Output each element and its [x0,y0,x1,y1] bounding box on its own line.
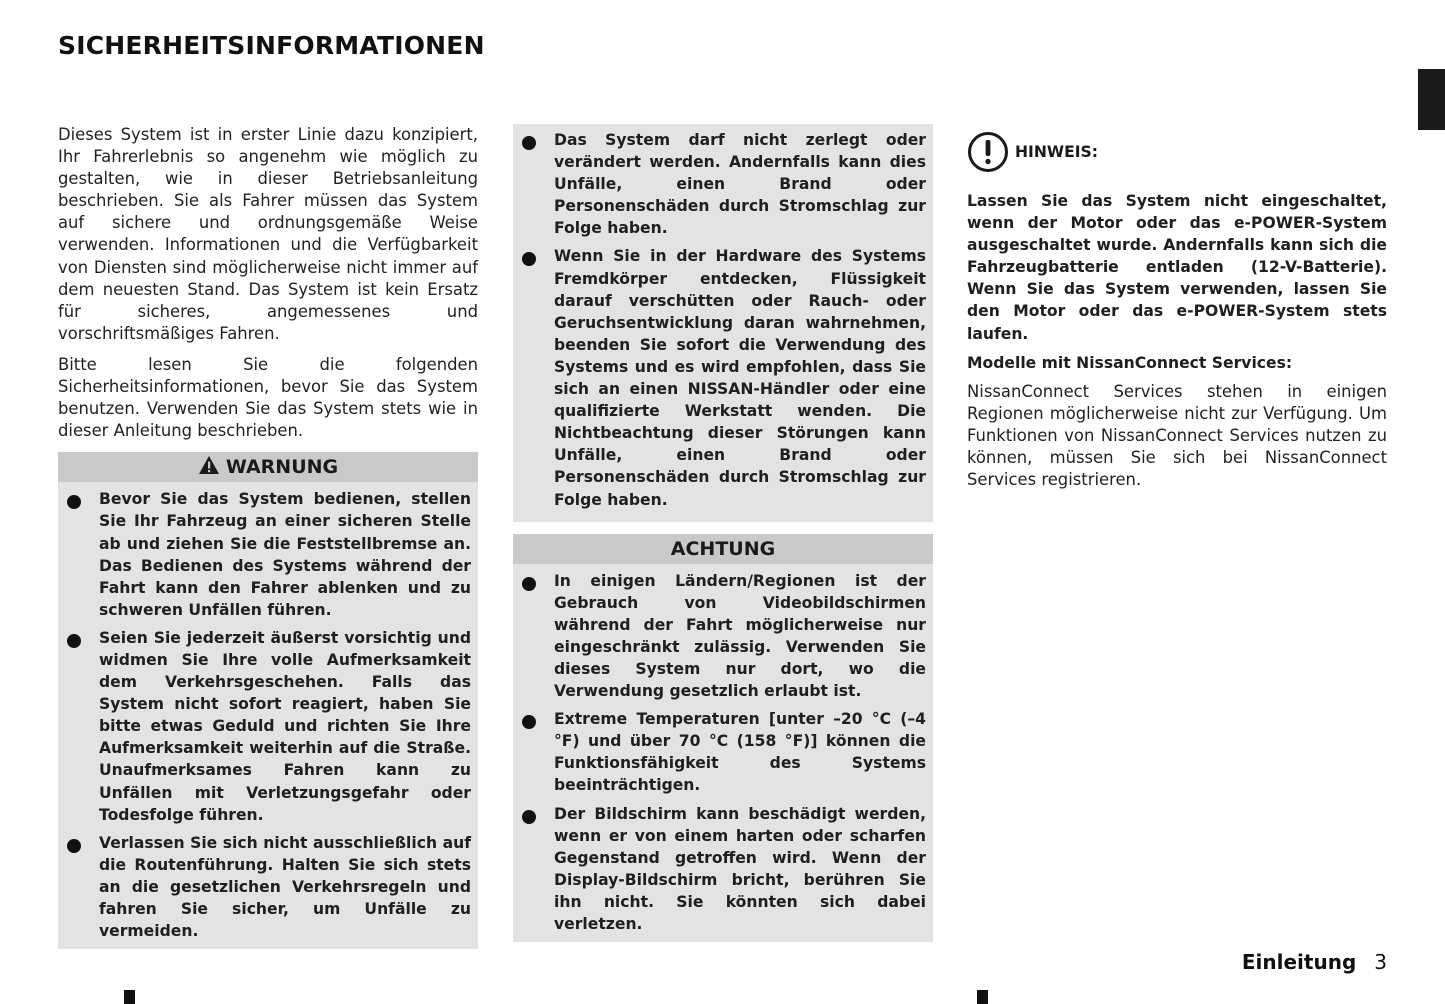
models-heading: Modelle mit NissanConnect Services: [967,353,1293,372]
column-left [58,124,478,949]
warning-list [58,482,478,949]
caution-header [513,534,933,564]
models-text: NissanConnect Services stehen in einigen Regionen möglicherweise nicht zur Verfügung. Um Funktionen von NissanConnect Services nutzen zu können, müssen Sie sich bei NissanConnect Services registrieren. [967,381,1387,490]
warning-label: WARNUNG [225,456,339,479]
caution-label: ACHTUNG [670,537,776,560]
page-footer [1242,950,1387,974]
intro-paragraph-2: Bitte lesen Sie die folgenden Sicherheitsinformationen, bevor Sie das System benutzen. Verwenden Sie das System stets wie in dieser Anleitung beschrieben. [58,354,478,441]
caution-box [513,534,933,943]
note-header [967,131,1387,173]
note-text: Lassen Sie das System nicht eingeschaltet, wenn der Motor oder das e-POWER-System ausgeschaltet wurde. Andernfalls kann sich die Fahrzeugbatterie entladen (12-V-Batterie). Wenn Sie das System verwenden, lassen Sie den Motor oder das e-POWER-System stets laufen. [967,192,1387,343]
caution-item: Der Bildschirm kann beschädigt werden, wenn er von einem harten oder scharfen Gegenstand getroffen wird. Wenn der Display-Bildschirm bricht, berühren Sie ihn nicht. Sie könnten sich dabei verletzen. [513,803,926,936]
warning-item: Wenn Sie in der Hardware des Systems Fremdkörper entdecken, Flüssigkeit darauf verschütten oder Rauch- oder Geruchsentwicklung daran wahrnehmen, beenden Sie sofort die Verwendung des Systems und es wird empfohlen, dass Sie sich an einen NISSAN-Händler oder eine qualifizierte Werkstatt wenden. Die Nichtbeachtung dieser Störungen kann Unfälle, einen Brand oder Personenschäden durch Stromschlag zur Folge haben. [513,245,926,510]
crop-mark-left [124,990,135,1004]
section-name: Einleitung [1241,950,1357,974]
column-middle [513,124,933,942]
page-number: 3 [1374,950,1387,974]
warning-header [58,452,478,482]
warning-box-continued [513,124,933,522]
intro-paragraph-1: Dieses System ist in erster Linie dazu konzipiert, Ihr Fahrerlebnis so angenehm wie möglich zu gestalten, wie in dieser Betriebsanleitung beschrieben. Sie als Fahrer müssen das System auf sichere und ordnungsgemäße Weise verwenden. Informationen und die Verfügbarkeit von Diensten sind möglicherweise nicht immer auf dem neuesten Stand. Das System ist kein Ersatz für sicheres, angemessenes und vorschriftsmäßiges Fahren. [58,125,478,343]
warning-list-continued [513,124,933,518]
column-right [967,124,1387,500]
chapter-thumb-tab [1418,69,1445,130]
note-label: HINWEIS: [1015,143,1099,161]
caution-item: Extreme Temperaturen [unter –20 °C (–4 °F) und über 70 °C (158 °F)] können die Funktionsfähigkeit des Systems beeinträchtigen. [513,708,926,796]
warning-item: Seien Sie jederzeit äußerst vorsichtig und widmen Sie Ihre volle Aufmerksamkeit dem Verkehrsgeschehen. Falls das System nicht sofort reagiert, haben Sie bitte etwas Geduld und richten Sie Ihre Aufmerksamkeit weiterhin auf die Straße. Unaufmerksames Fahren kann zu Unfällen mit Verletzungsgefahr oder Todesfolge führen. [58,627,471,826]
caution-item: In einigen Ländern/Regionen ist der Gebrauch von Videobildschirmen während der Fahrt möglicherweise nur eingeschränkt zulässig. Verwenden Sie dieses System nur dort, wo die Verwendung gesetzlich erlaubt ist. [513,570,926,703]
warning-item: Das System darf nicht zerlegt oder verändert werden. Andernfalls kann dies Unfälle, einen Brand oder Personenschäden durch Stromschlag zur Folge haben. [513,129,926,239]
caution-list [513,564,933,943]
exclamation-circle-icon [967,131,1009,173]
crop-mark-right [977,990,988,1004]
page-title: SICHERHEITSINFORMATIONEN [58,31,485,60]
warning-box [58,452,478,949]
warning-item: Bevor Sie das System bedienen, stellen Sie Ihr Fahrzeug an einer sicheren Stelle ab und ziehen Sie die Feststellbremse an. Das Bedienen des Systems während der Fahrt kann den Fahrer ablenken und zu schweren Unfällen führen. [58,488,471,621]
warning-item: Verlassen Sie sich nicht ausschließlich auf die Routenführung. Halten Sie sich stets an die gesetzlichen Verkehrsregeln und fahren Sie sicher, um Unfälle zu vermeiden. [58,832,471,942]
warning-triangle-icon [198,455,220,475]
